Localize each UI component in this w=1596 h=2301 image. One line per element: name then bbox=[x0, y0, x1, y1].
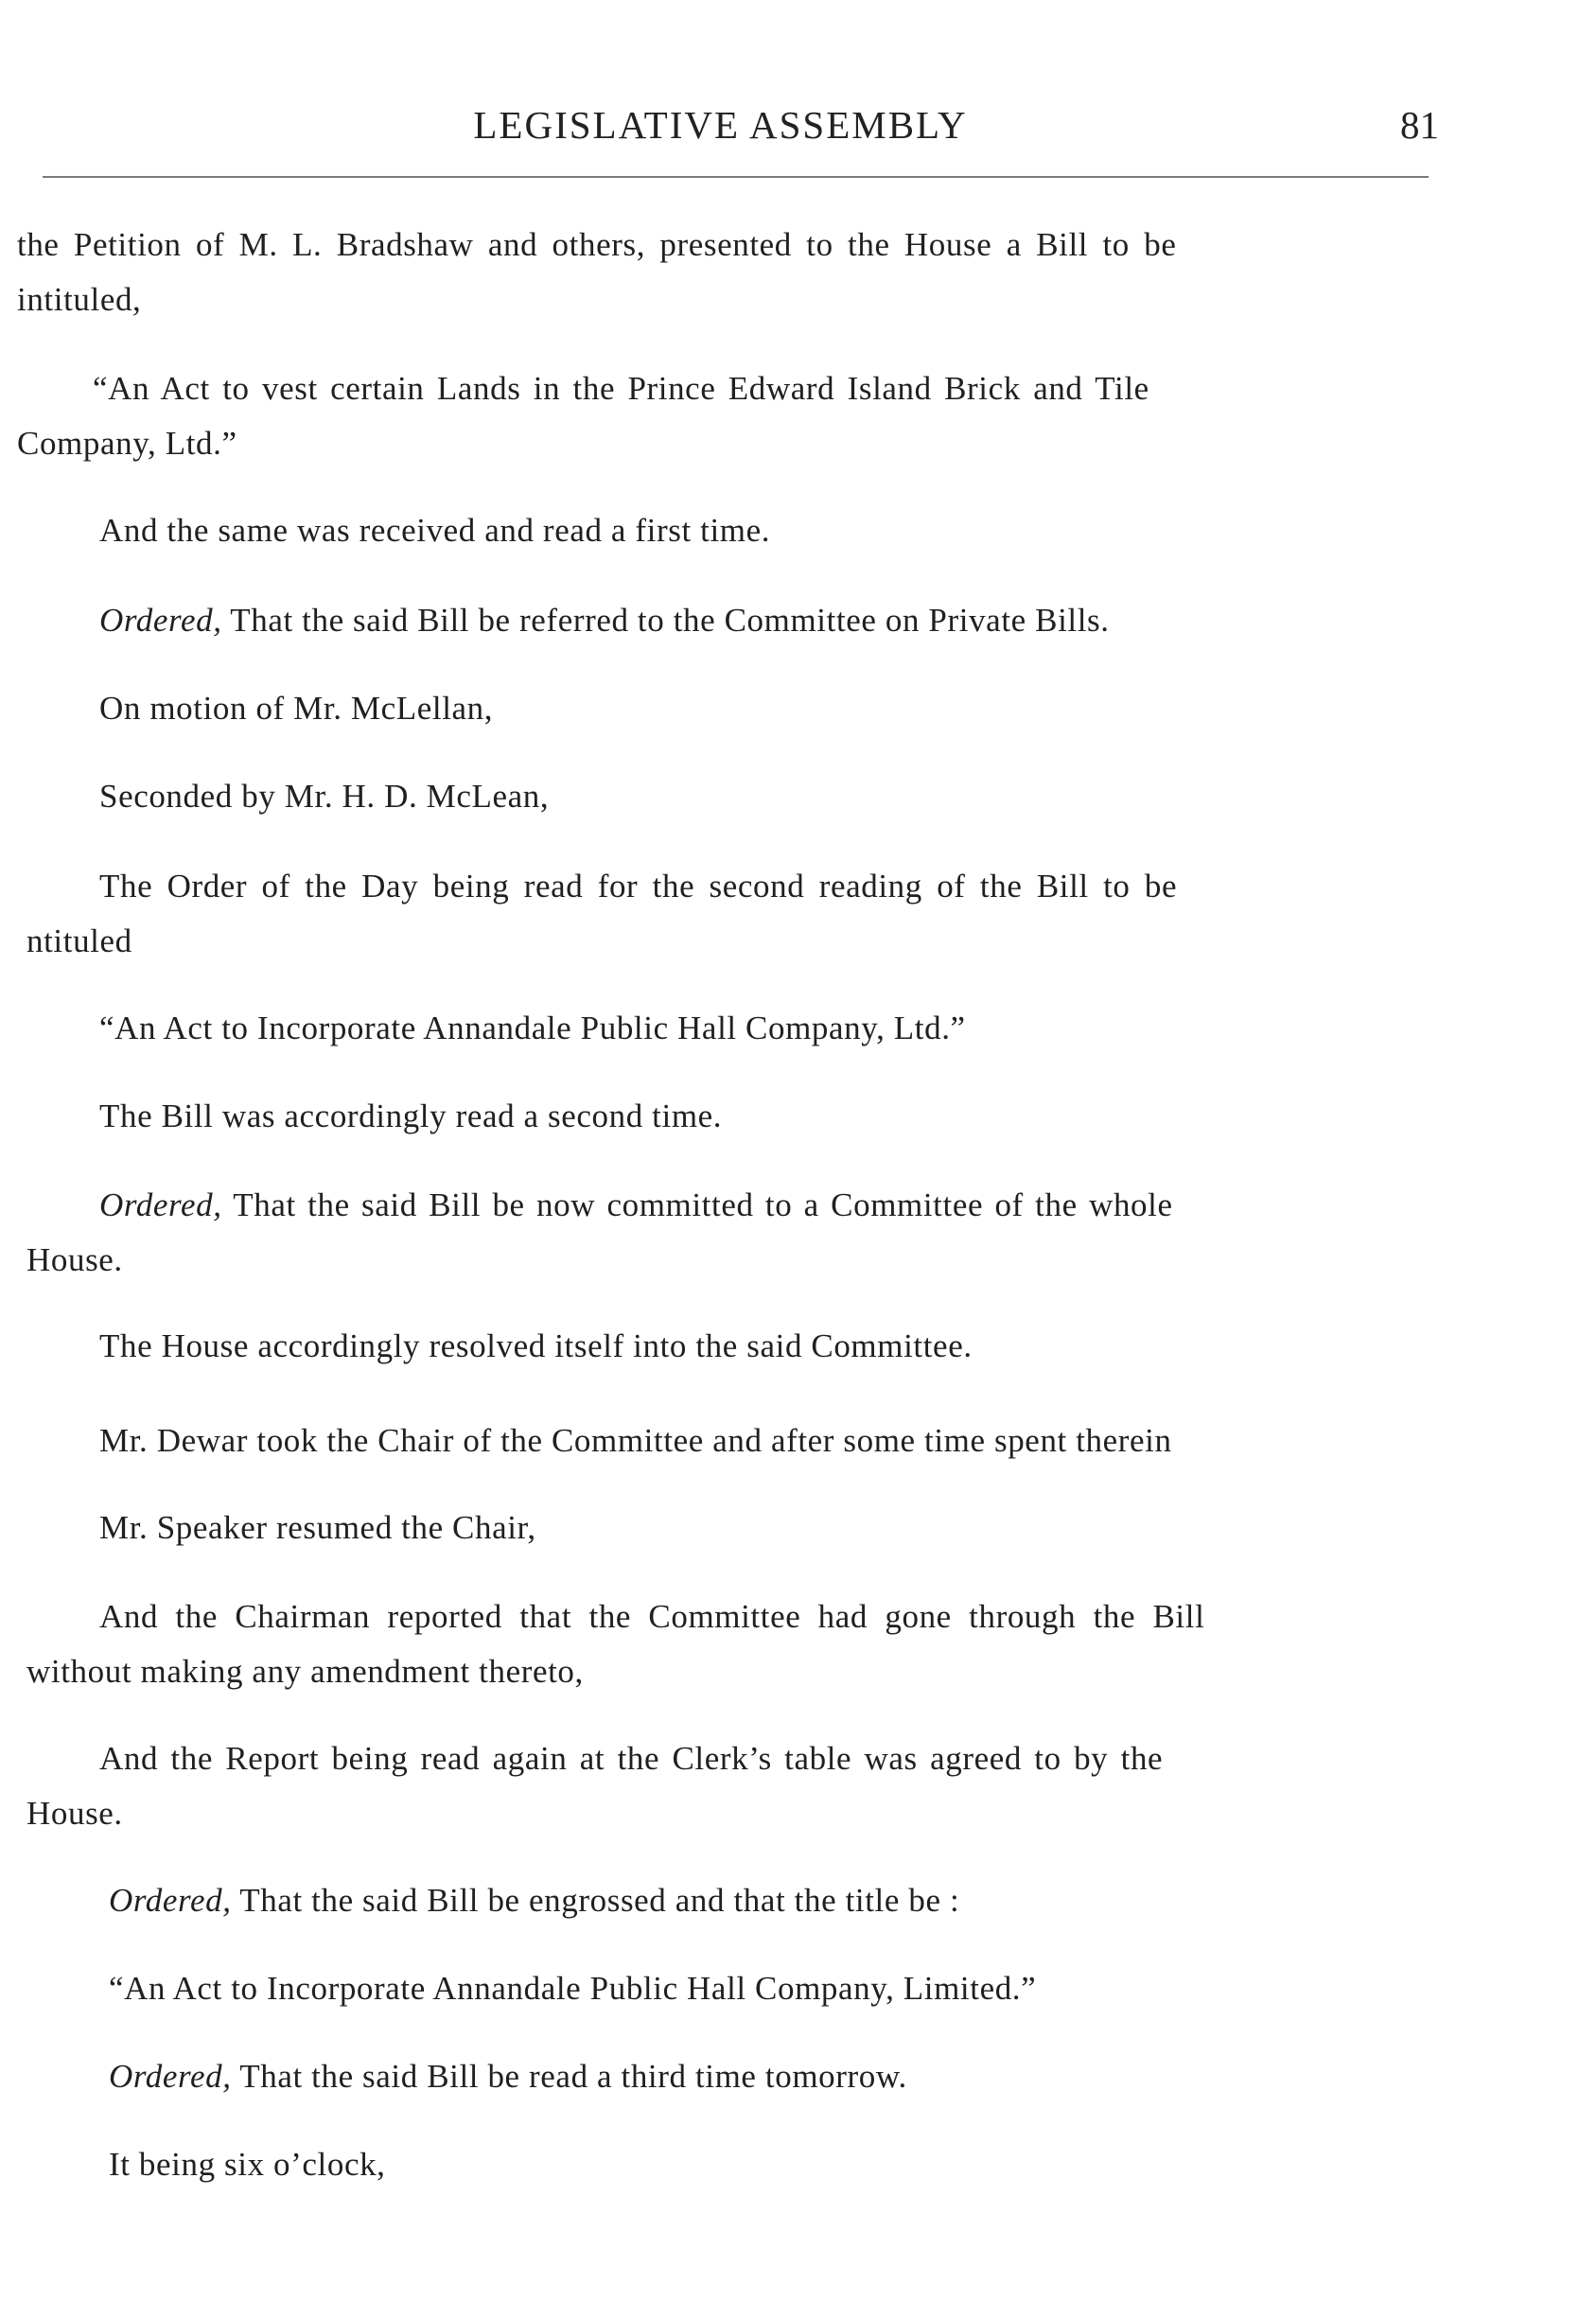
paragraph-line: “An Act to vest certain Lands in the Prince Edward Island Brick and Tile bbox=[93, 370, 1149, 407]
paragraph-line: The Bill was accordingly read a second time. bbox=[99, 1098, 723, 1134]
paragraph-line: That the said Bill be engrossed and that the title be : bbox=[231, 1882, 960, 1919]
paragraph-chairman-report bbox=[26, 1590, 1204, 1699]
paragraph-motion bbox=[99, 681, 493, 736]
page-number: 81 bbox=[1400, 103, 1439, 147]
paragraph-line: Seconded by Mr. H. D. McLean, bbox=[99, 778, 550, 815]
ordered-label: Ordered, bbox=[109, 1882, 232, 1919]
paragraph-report-agreed bbox=[26, 1731, 1163, 1841]
paragraph-order-of-day bbox=[26, 859, 1177, 969]
paragraph-line: That the said Bill be read a third time tomorrow. bbox=[231, 2058, 907, 2095]
paragraph-line: ntituled bbox=[26, 922, 132, 959]
paragraph-dewar-chair bbox=[99, 1414, 1172, 1468]
paragraph-line: That the said Bill be referred to the Committee on Private Bills. bbox=[221, 602, 1110, 639]
paragraph-line: That the said Bill be now committed to a Committee of the whole bbox=[221, 1186, 1173, 1223]
paragraph-line: House. bbox=[26, 1795, 123, 1832]
paragraph-line: And the Report being read again at the Clerk’s table was agreed to by the bbox=[99, 1740, 1164, 1777]
paragraph-six-oclock bbox=[109, 2137, 386, 2192]
ordered-label: Ordered, bbox=[99, 1186, 222, 1223]
paragraph-act-annandale bbox=[99, 1001, 966, 1056]
paragraph-line: And the Chairman reported that the Committee had gone through the Bill bbox=[99, 1598, 1205, 1635]
header-rule bbox=[43, 176, 1429, 178]
paragraph-seconded bbox=[99, 769, 549, 824]
paragraph-petition bbox=[17, 218, 1176, 327]
paragraph-line: Mr. Speaker resumed the Chair, bbox=[99, 1509, 536, 1546]
paragraph-ordered-third-reading bbox=[109, 2049, 907, 2104]
running-head bbox=[0, 102, 1596, 149]
paragraph-line: And the same was received and read a first time. bbox=[99, 512, 771, 549]
ordered-label: Ordered, bbox=[109, 2058, 232, 2095]
paragraph-line: the Petition of M. L. Bradshaw and others, presented to the House a Bill to be bbox=[17, 226, 1177, 263]
page-title: LEGISLATIVE ASSEMBLY bbox=[473, 103, 968, 147]
paragraph-ordered-referral bbox=[99, 593, 1110, 648]
paragraph-line: without making any amendment thereto, bbox=[26, 1653, 584, 1690]
paragraph-ordered-engrossed bbox=[109, 1873, 959, 1928]
paragraph-act-title bbox=[17, 361, 1149, 471]
paragraph-line: Company, Ltd.” bbox=[17, 425, 237, 462]
paragraph-second-reading bbox=[99, 1089, 722, 1144]
ordered-label: Ordered, bbox=[99, 602, 222, 639]
paragraph-line: House. bbox=[26, 1241, 123, 1278]
paragraph-line: On motion of Mr. McLellan, bbox=[99, 690, 494, 727]
paragraph-line: “An Act to Incorporate Annandale Public Hall Company, Ltd.” bbox=[99, 1010, 966, 1046]
paragraph-line: “An Act to Incorporate Annandale Public Hall Company, Limited.” bbox=[109, 1970, 1037, 2007]
paragraph-ordered-committed bbox=[26, 1178, 1173, 1288]
paragraph-line: intituled, bbox=[17, 281, 142, 318]
paragraph-speaker-resumed bbox=[99, 1501, 536, 1555]
paragraph-line: It being six o’clock, bbox=[109, 2146, 386, 2183]
paragraph-line: Mr. Dewar took the Chair of the Committee and after some time spent therein bbox=[99, 1422, 1172, 1459]
paragraph-first-reading bbox=[99, 503, 770, 558]
paragraph-line: The Order of the Day being read for the second reading of the Bill to be bbox=[99, 868, 1178, 905]
paragraph-line: The House accordingly resolved itself into the said Committee. bbox=[99, 1327, 973, 1364]
paragraph-title-limited bbox=[109, 1961, 1036, 2016]
paragraph-house-resolved bbox=[99, 1319, 973, 1374]
